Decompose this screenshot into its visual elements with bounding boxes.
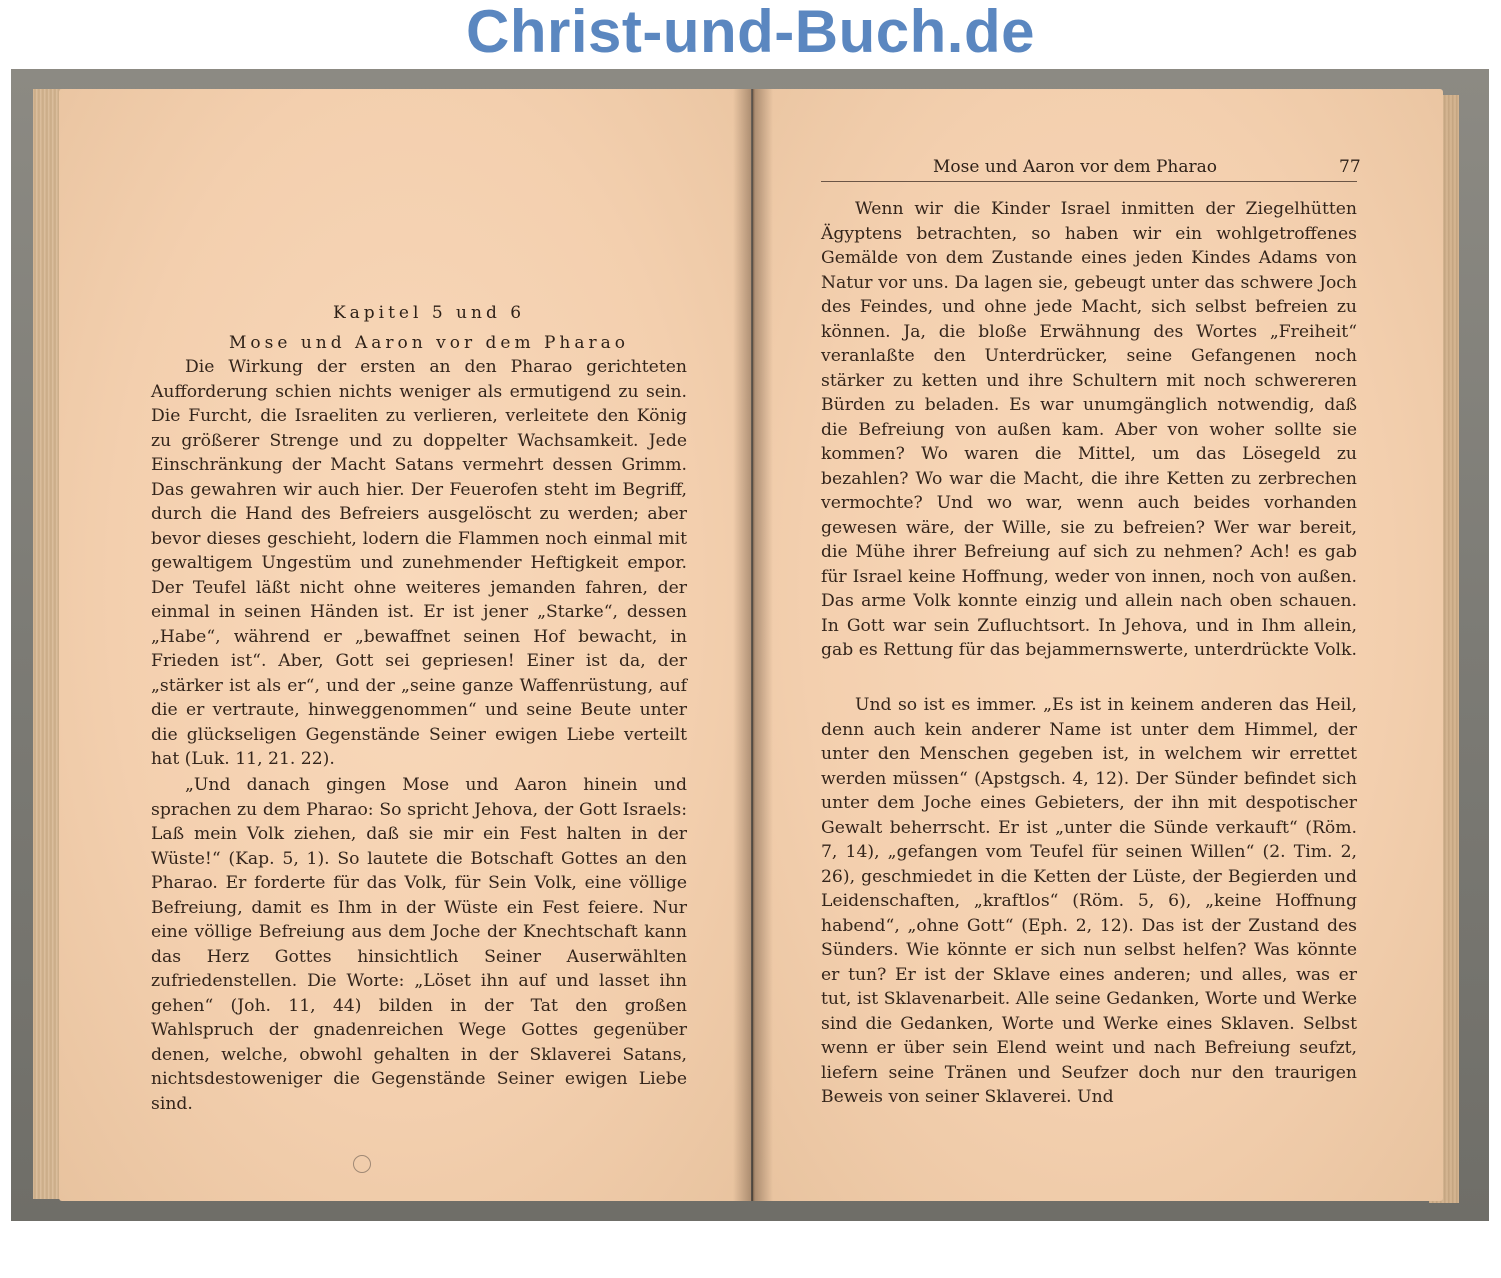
chapter-number: Kapitel 5 und 6 (332, 303, 526, 323)
left-page (59, 89, 751, 1201)
right-paragraph-1: Wenn wir die Kinder Israel inmitten der Ziegelhütten Ägyptens betrachten, so haben wir ein wohlgetroffenes Gemälde von dem Zustande eines jeden Kindes Adams von Natur vor uns. Da lagen sie, gebeugt unter das schwere Joch des Feindes, und ohne jede Macht, sich selbst befreien zu können. Ja, die bloße Erwähnung des Wortes „Freiheit“ veranlaßte den Unterdrücker, seine Gefangenen noch stärker zu ketten und ihre Schultern mit noch schwereren Bürden zu beladen. Es war unumgänglich notwendig, daß die Befreiung von außen kam. Aber von woher sollte sie kommen? Wo waren die Mittel, um das Lösegeld zu bezahlen? Wo war die Macht, die ihre Ketten zu zerbrechen vermochte? Und wo war, wenn auch beides vorhanden gewesen wäre, der Wille, sie zu befreien? Wer war bereit, die Mühe ihrer Befreiung auf sich zu nehmen? Ach! es gab für Israel keine Hoffnung, weder von innen, noch von außen. Das arme Volk konnte einzig und allein nach oben schauen. In Gott war sein Zufluchtsort. In Jehova, und in Ihm allein, gab es Rettung für das bejammernswerte, unterdrückte Volk. (821, 199, 1357, 660)
running-title: Mose und Aaron vor dem Pharao (933, 157, 1217, 177)
book-scan (11, 69, 1489, 1221)
page-smudge (353, 1155, 371, 1173)
right-page (753, 89, 1443, 1201)
site-title: Christ-und-Buch.de (466, 0, 1035, 65)
page-number: 77 (1339, 157, 1361, 177)
left-paragraph-1: Die Wirkung der ersten an den Pharao gerichteten Aufforderung schien nichts weniger als ermutigend zu sein. Die Furcht, die Israeliten zu verlieren, verleitete den König zu größerer Strenge und zu doppelter Wachsamkeit. Jede Einschränkung der Macht Satans vermehrt dessen Grimm. Das gewahren wir auch hier. Der Feuerofen steht im Begriff, durch die Hand des Befreiers ausgelöscht zu werden; aber bevor dieses geschieht, lodern die Flammen noch einmal mit gewaltigem Ungestüm und zunehmender Heftigkeit empor. Der Teufel läßt nicht ohne weiteres jemanden fahren, der einmal in seinen Händen ist. Er ist jener „Starke“, dessen „Habe“, während er „bewaffnet seinen Hof bewacht, in Frieden ist“. Aber, Gott sei gepriesen! Einer ist da, der „stärker ist als er“, und der „seine ganze Waffenrüstung, auf die er vertraute, hinweggenommen“ und seine Beute unter die glückseligen Gegenstände Seiner ewigen Liebe verteilt hat (Luk. 11, 21. 22). (151, 357, 687, 769)
book-gutter (733, 89, 773, 1201)
right-paragraph-2: Und so ist es immer. „Es ist in keinem anderen das Heil, denn auch kein anderer Name ist unter dem Himmel, der unter den Menschen gegeben ist, in welchem wir errettet werden müssen“ (Apstgsch. 4, 12). Der Sünder befindet sich unter dem Joche eines Gebieters, der ihn mit despotischer Gewalt beherrscht. Er ist „unter die Sünde verkauft“ (Röm. 7, 14), „gefangen vom Teufel für seinen Willen“ (2. Tim. 2, 26), geschmiedet in die Ketten der Lüste, der Begierden und Leidenschaften, „kraftlos“ (Röm. 5, 6), „keine Hoffnung habend“, „ohne Gott“ (Eph. 2, 12). Das ist der Zustand des Sünders. Wie könnte er sich nun selbst helfen? Was könnte er tun? Er ist der Sklave eines anderen; und alles, was er tut, ist Sklavenarbeit. Alle seine Gedanken, Worte und Werke sind die Gedanken, Worte und Werke eines Sklaven. Selbst wenn er über sein Elend weint und nach Befreiung seufzt, liefern seine Tränen und Seufzer doch nur den traurigen Beweis von seiner Sklaverei. Und (821, 695, 1357, 1107)
left-paragraph-2: „Und danach gingen Mose und Aaron hinein und sprachen zu dem Pharao: So spricht Jehova, der Gott Israels: Laß mein Volk ziehen, daß sie mir ein Fest halten in der Wüste!“ (Kap. 5, 1). So lautete die Botschaft Gottes an den Pharao. Er forderte für das Volk, für Sein Volk, eine völlige Befreiung, damit es Ihm in der Wüste ein Fest feiere. Nur eine völlige Befreiung aus dem Joche der Knechtschaft kann das Herz Gottes hinsichtlich Seiner Auserwählten zufriedenstellen. Die Worte: „Löset ihn auf und lasset ihn gehen“ (Joh. 11, 44) bilden in der Tat den großen Wahlspruch der gnadenreichen Wege Gottes gegenüber denen, welche, obwohl gehalten in der Sklaverei Satans, nichtsdestoweniger die Gegenstände Seiner ewigen Liebe sind. (151, 775, 687, 1114)
chapter-heading: Mose und Aaron vor dem Pharao (229, 333, 629, 353)
header-rule (821, 181, 1357, 182)
